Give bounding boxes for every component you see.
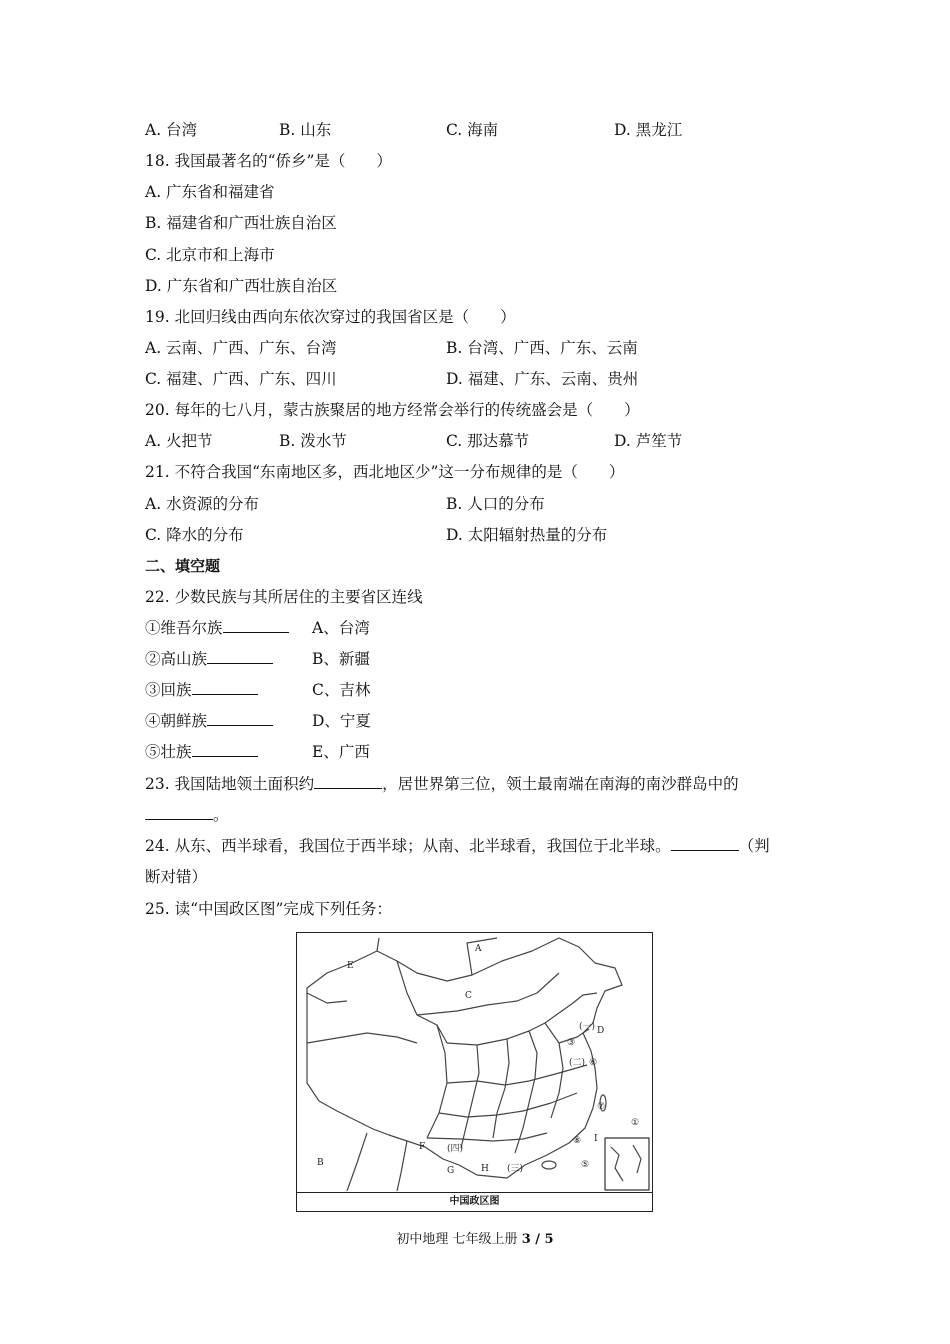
q22-ethnic-4: ④朝鲜族 bbox=[145, 711, 273, 731]
q21-stem: 21. 不符合我国“东南地区多，西北地区少”这一分布规律的是（ ） bbox=[145, 463, 625, 481]
q20-stem: 20. 每年的七八月，蒙古族聚居的地方经常会举行的传统盛会是（ ） bbox=[145, 401, 640, 419]
q24-line-1: 24. 从东、西半球看，我国位于西半球；从南、北半球看，我国位于北半球。 （判 bbox=[145, 837, 770, 855]
q19-option-c: C. 福建、广西、广东、四川 bbox=[145, 370, 337, 388]
q18-option-b: B. 福建省和广西壮族自治区 bbox=[145, 214, 337, 232]
q23-blank-1[interactable] bbox=[314, 774, 382, 789]
q17-option-c: C. 海南 bbox=[446, 121, 499, 139]
map-drawing bbox=[297, 933, 651, 1191]
q23-blank-2[interactable] bbox=[145, 805, 213, 820]
map-label-b: B bbox=[317, 1158, 324, 1168]
q22-blank-3[interactable] bbox=[192, 680, 258, 695]
q22-region-e: E、广西 bbox=[312, 743, 370, 761]
q22-region-c: C、吉林 bbox=[312, 681, 371, 699]
map-label-h: H bbox=[481, 1164, 489, 1174]
map-label-d: D bbox=[597, 1026, 605, 1036]
map-label-e: E bbox=[347, 961, 354, 971]
q22-blank-2[interactable] bbox=[207, 649, 273, 664]
q22-blank-5[interactable] bbox=[192, 742, 258, 757]
map-label-g: G bbox=[447, 1166, 455, 1176]
q18-option-d: D. 广东省和广西壮族自治区 bbox=[145, 277, 338, 295]
map-label-1: ① bbox=[631, 1118, 640, 1128]
q22-stem: 22. 少数民族与其所居住的主要省区连线 bbox=[145, 588, 423, 606]
q21-option-c: C. 降水的分布 bbox=[145, 526, 244, 544]
china-political-map bbox=[296, 932, 653, 1212]
q25-stem: 25. 读“中国政区图”完成下列任务： bbox=[145, 900, 392, 918]
map-label-a: A bbox=[475, 944, 482, 954]
map-label-si: (四) bbox=[447, 1144, 464, 1154]
q22-blank-4[interactable] bbox=[207, 711, 273, 726]
q19-option-b: B. 台湾、广西、广东、云南 bbox=[446, 339, 638, 357]
map-caption: 中国政区图 bbox=[297, 1192, 652, 1211]
q19-option-a: A. 云南、广西、广东、台湾 bbox=[145, 339, 337, 357]
q22-region-a: A、台湾 bbox=[312, 619, 370, 637]
q22-ethnic-3: ③回族 bbox=[145, 680, 258, 700]
q22-region-b: B、新疆 bbox=[312, 650, 370, 668]
page-footer: 初中地理 七年级上册 3 / 5 bbox=[396, 1232, 554, 1247]
q17-option-b: B. 山东 bbox=[279, 121, 332, 139]
q23-line-1: 23. 我国陆地领土面积约 ，居世界第三位，领土最南端在南海的南沙群岛中的 bbox=[145, 775, 739, 793]
q20-option-c: C. 那达慕节 bbox=[446, 432, 530, 450]
q23-line-2: 。 bbox=[145, 805, 229, 825]
q18-option-a: A. 广东省和福建省 bbox=[145, 183, 275, 201]
map-label-c: C bbox=[465, 991, 472, 1001]
map-label-8: ⑧ bbox=[573, 1136, 582, 1146]
q21-option-d: D. 太阳辐射热量的分布 bbox=[446, 526, 608, 544]
map-label-i: I bbox=[594, 1134, 598, 1144]
q21-option-b: B. 人口的分布 bbox=[446, 495, 545, 513]
q20-option-d: D. 芦笙节 bbox=[614, 432, 683, 450]
q17-option-a: A. 台湾 bbox=[145, 121, 198, 139]
q18-option-c: C. 北京市和上海市 bbox=[145, 246, 275, 264]
q21-option-a: A. 水资源的分布 bbox=[145, 495, 260, 513]
q19-stem: 19. 北回归线由西向东依次穿过的我国省区是（ ） bbox=[145, 308, 516, 326]
q22-ethnic-2: ②高山族 bbox=[145, 649, 273, 669]
section-title: 二、填空题 bbox=[145, 557, 221, 575]
q24-line-2: 断对错） bbox=[145, 868, 208, 886]
q22-region-d: D、宁夏 bbox=[312, 712, 371, 730]
map-label-7: ⑦ bbox=[597, 1102, 606, 1112]
q22-ethnic-1: ①维吾尔族 bbox=[145, 618, 289, 638]
map-label-3: ③ bbox=[567, 1038, 576, 1048]
map-label-5: ⑤ bbox=[581, 1160, 590, 1170]
q22-ethnic-5: ⑤壮族 bbox=[145, 742, 258, 762]
q17-option-d: D. 黑龙江 bbox=[614, 121, 683, 139]
q20-option-a: A. 火把节 bbox=[145, 432, 213, 450]
page-number: 3 / 5 bbox=[521, 1232, 554, 1247]
q22-blank-1[interactable] bbox=[223, 618, 289, 633]
map-label-er: (二) bbox=[569, 1058, 586, 1068]
q20-option-b: B. 泼水节 bbox=[279, 432, 347, 450]
q19-option-d: D. 福建、广东、云南、贵州 bbox=[446, 370, 639, 388]
q18-stem: 18. 我国最著名的“侨乡”是（ ） bbox=[145, 152, 392, 170]
map-label-6: ⑥ bbox=[589, 1058, 598, 1068]
q24-blank[interactable] bbox=[671, 836, 739, 851]
map-label-yi: (一) bbox=[579, 1022, 596, 1032]
map-label-f: F bbox=[419, 1142, 426, 1152]
map-label-san: (三) bbox=[507, 1164, 524, 1174]
